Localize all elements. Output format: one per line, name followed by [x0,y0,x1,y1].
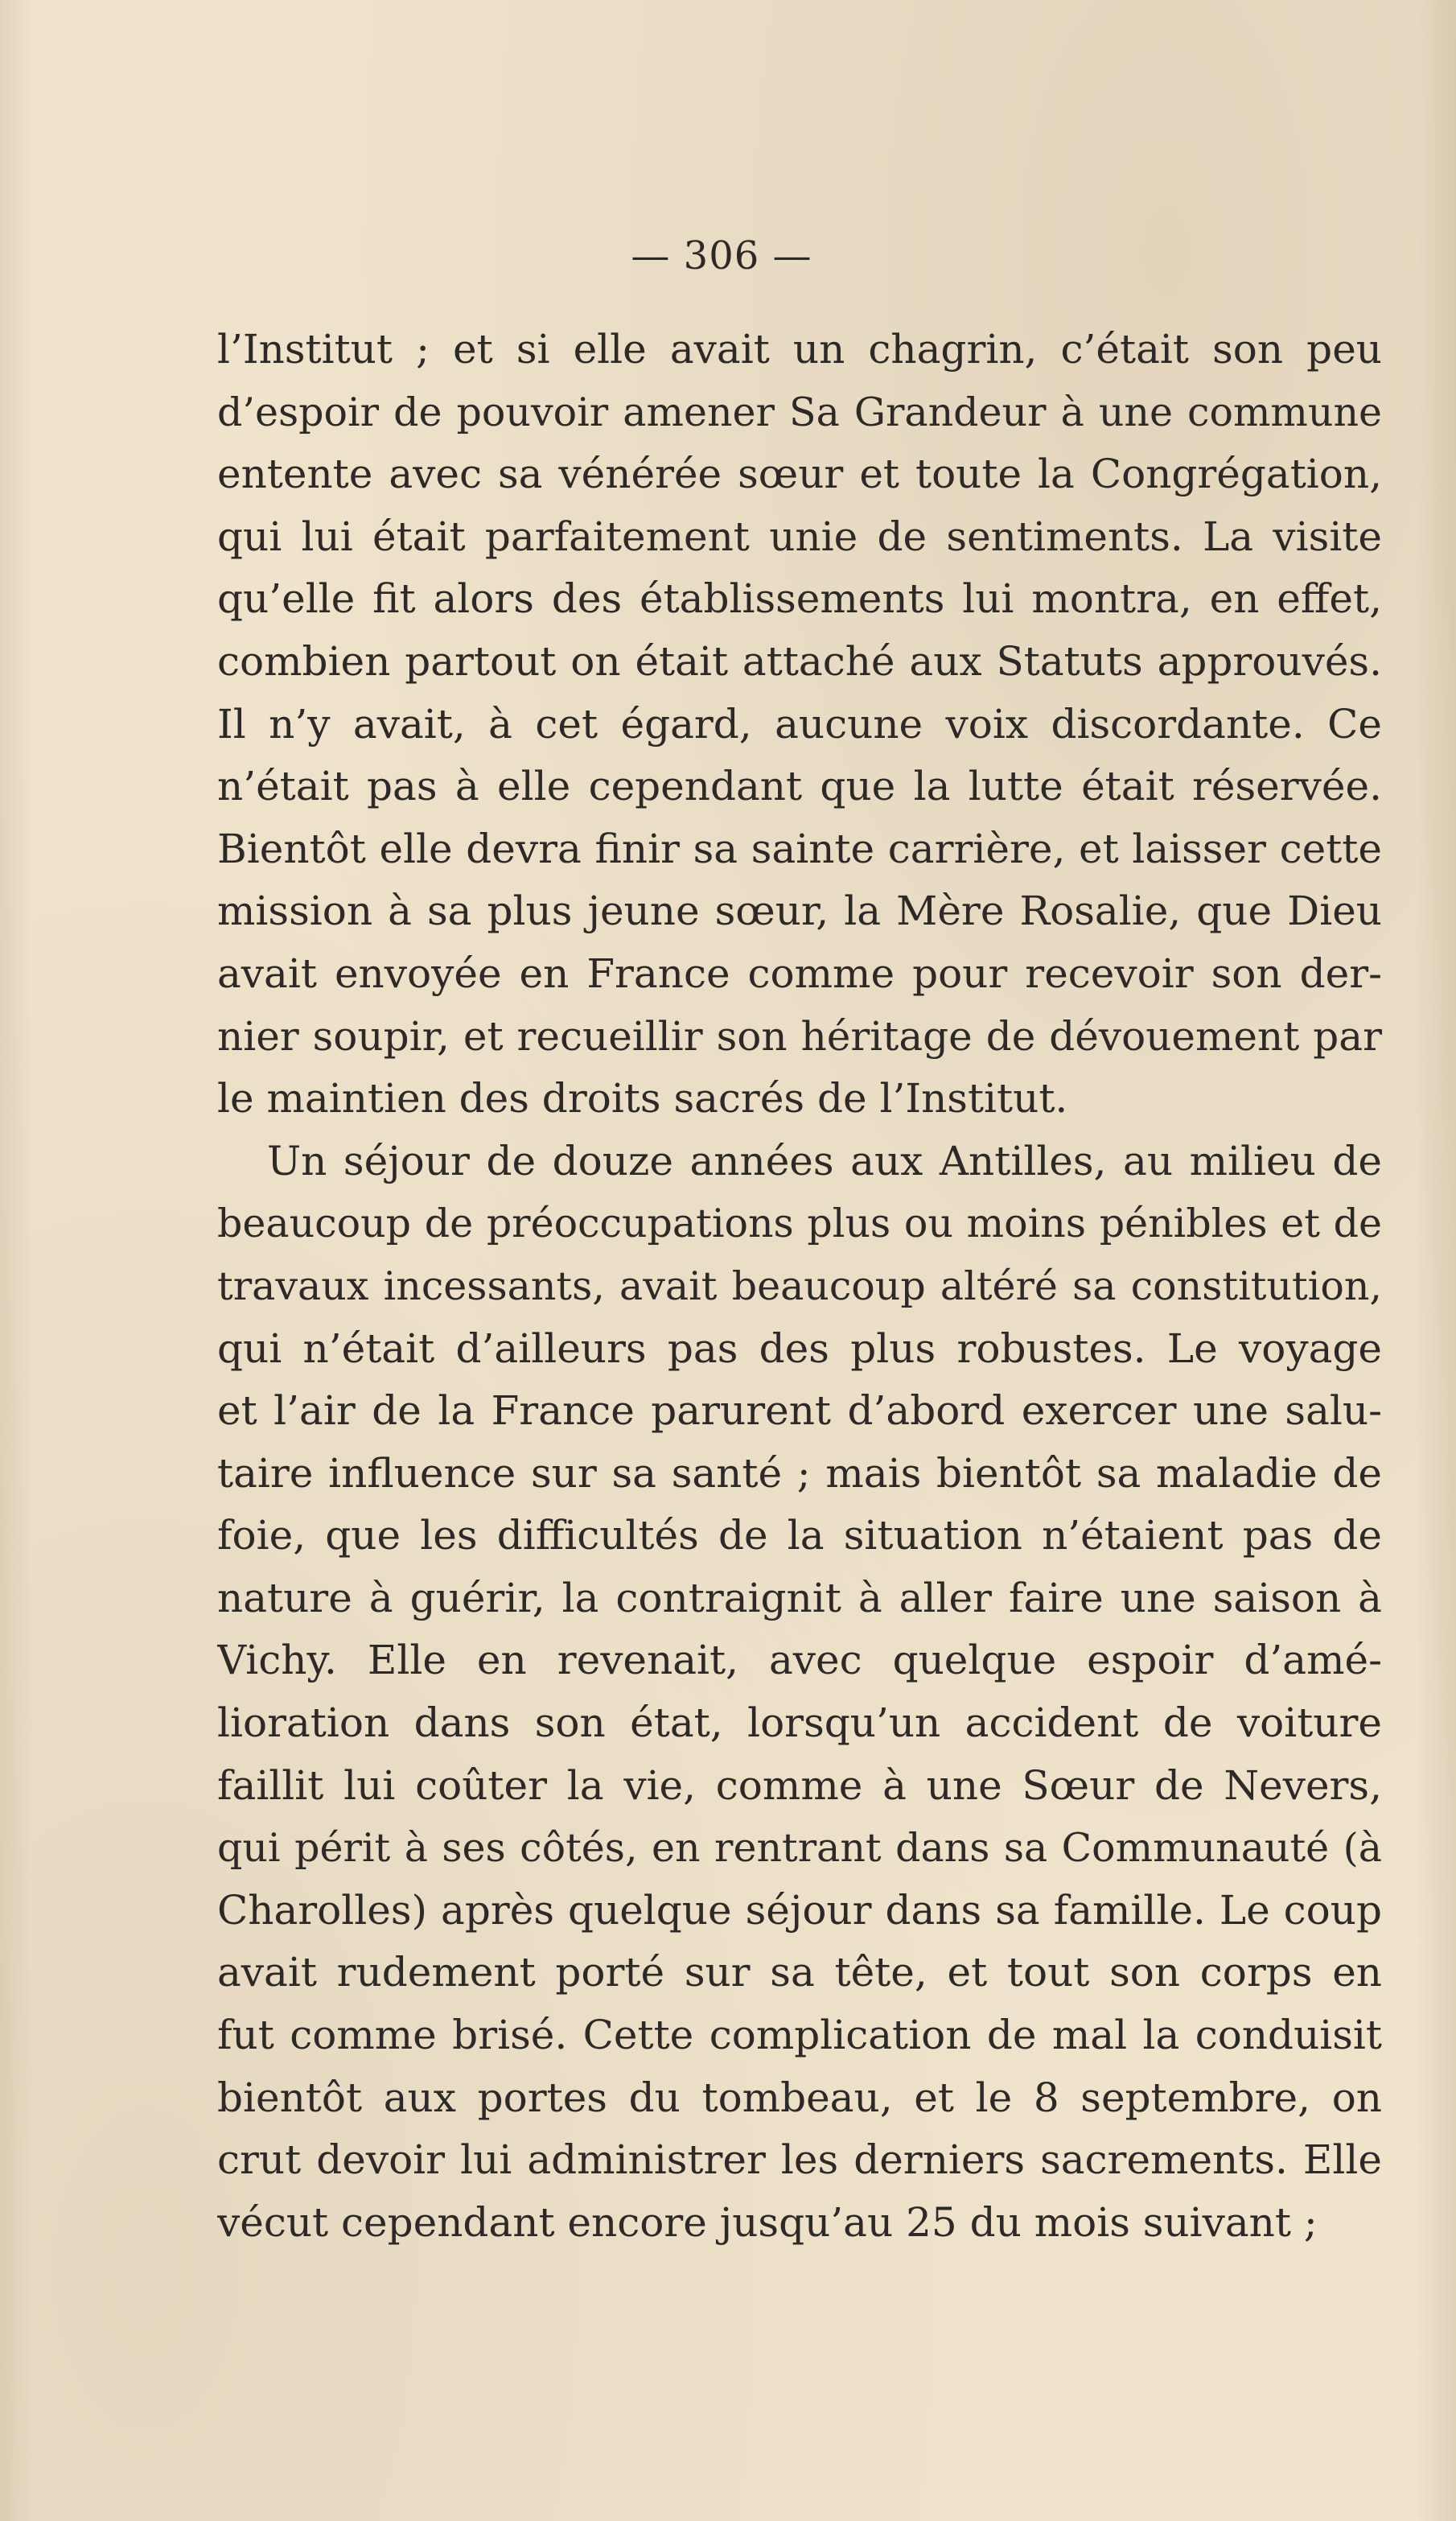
paragraph [217,1131,1382,2255]
text-line: d’espoir de pouvoir amener Sa Grandeur à une commune [217,389,1382,435]
text-line: fut comme brisé. Cette complication de mal la conduisit [217,2012,1382,2059]
text-line: Vichy. Elle en revenait, avec quelque espoir d’amé- [217,1637,1382,1684]
text-line: bientôt aux portes du tombeau, et le 8 septembre, on [217,2074,1382,2121]
text-line: combien partout on était attaché aux Statuts approuvés. [217,637,1382,685]
text-line: nature à guérir, la contraignit à aller faire une saison à [217,1574,1382,1621]
text-line: le maintien des droits sacrés de l’Institut. [217,1075,1068,1123]
text-line: n’était pas à elle cependant que la lutte était réservée. [217,763,1382,810]
text-line: et l’air de la France parurent d’abord exercer une salu- [217,1387,1382,1435]
text-line: taire influence sur sa santé ; mais bientôt sa maladie de [217,1449,1382,1497]
text-line: faillit lui coûter la vie, comme à une Sœur de Nevers, [217,1761,1382,1809]
text-line: avait envoyée en France comme pour recevoir son der- [217,949,1382,997]
text-line: Bientôt elle devra finir sa sainte carrière, et laisser cette [217,825,1382,872]
text-line: travaux incessants, avait beaucoup altéré sa constitution, [217,1263,1382,1309]
text-line: foie, que les difficultés de la situation n’étaient pas de [217,1512,1382,1559]
text-line: lioration dans son état, lorsqu’un accident de voiture [217,1699,1382,1747]
text-line: avait rudement porté sur sa tête, et tout son corps en [217,1949,1382,1996]
paragraph [217,319,1382,1131]
text-line: crut devoir lui administrer les derniers sacrements. Elle [217,2136,1382,2184]
text-line: qui lui était parfaitement unie de sentiments. La visite [217,513,1382,560]
text-line: Un séjour de douze années aux Antilles, au milieu de [267,1137,1382,1184]
text-line: Charolles) après quelque séjour dans sa famille. Le coup [217,1886,1382,1934]
page-number: — 306 — [631,233,812,278]
text-line: qu’elle fit alors des établissements lui montra, en effet, [217,575,1382,623]
body-text [217,319,1382,2254]
text-line: vécut cependant encore jusqu’au 25 du mois suivant ; [217,2198,1318,2246]
text-line: mission à sa plus jeune sœur, la Mère Rosalie, que Dieu [217,888,1382,935]
text-line: l’Institut ; et si elle avait un chagrin, c’était son peu [217,326,1382,373]
text-line: nier soupir, et recueillir son héritage de dévouement par [217,1012,1382,1060]
text-line: Il n’y avait, à cet égard, aucune voix discordante. Ce [217,700,1382,748]
text-line: qui n’était d’ailleurs pas des plus robustes. Le voyage [217,1324,1382,1372]
text-line: beaucoup de préoccupations plus ou moins pénibles et de [217,1201,1382,1247]
text-line: qui périt à ses côtés, en rentrant dans sa Communauté (à [217,1825,1382,1872]
text-line: entente avec sa vénérée sœur et toute la Congrégation, [217,451,1382,498]
